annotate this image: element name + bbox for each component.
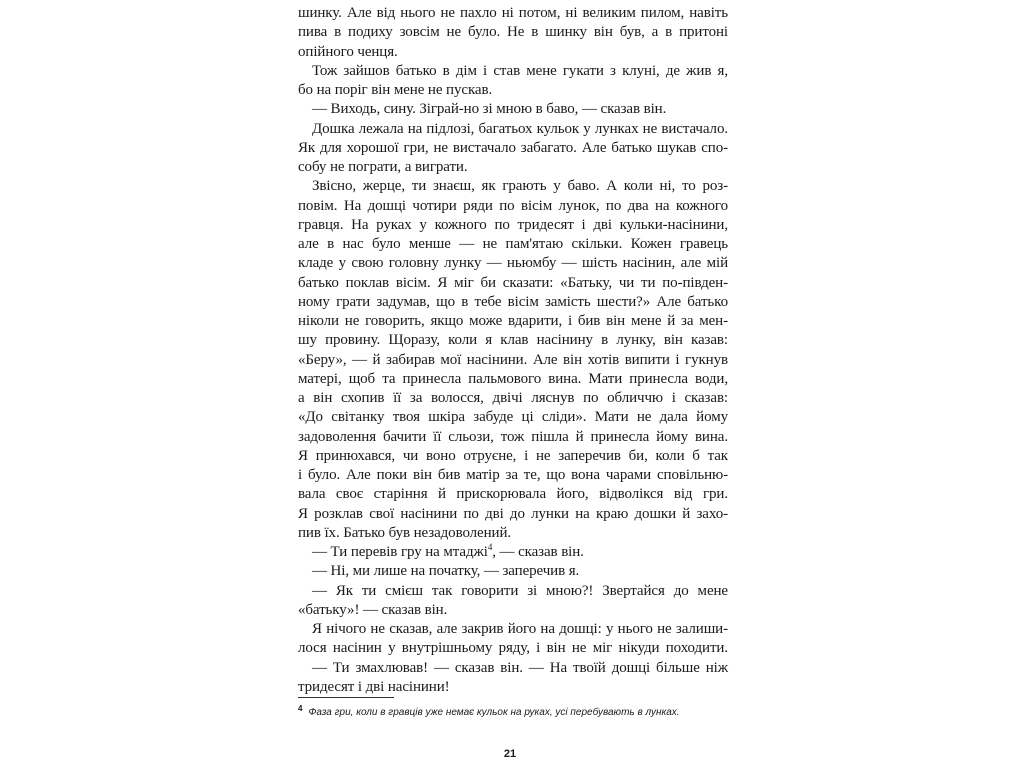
text-line: собу не пограти, а виграти.: [298, 159, 468, 175]
text-line: пив їх. Батько був незадоволений.: [298, 524, 512, 541]
text-line: лося насінин у внутрішньому ряду, і він не міг нікуди походити.: [298, 640, 728, 657]
text-line: пива в подиху зовсім не було. Не в шинку він був, а в притоні: [298, 24, 728, 41]
dialogue-text: — Ти перевів гру на мтаджі: [312, 544, 488, 560]
text-line: вала своє старіння й прискорювала його, відволікся від гри.: [298, 486, 728, 503]
footnote-divider: [298, 697, 394, 698]
text-line: Я розклав свої насінини по дві до лунки на краю дошки й захо-: [298, 505, 728, 522]
text-line: Тож зайшов батько в дім і став мене гукати з клуні, де жив я,: [312, 62, 728, 79]
footnote: [298, 703, 728, 719]
footnote-text: Фаза гри, коли в гравців уже немає кульок на руках, усі перебувають в лунках.: [308, 707, 680, 718]
text-line: ніколи не говорить, якщо може вдарити, і бив він мене й за мен-: [298, 313, 728, 329]
text-line: [298, 543, 728, 562]
text-line: а він схопив її за волосся, двічі ляснув по обличчю і сказав:: [298, 390, 728, 406]
footnote-reference: 4: [487, 542, 493, 552]
text-line: Дошка лежала на підлозі, багатьох кульок у лунках не вистачало.: [312, 120, 728, 137]
text-line: «Беру», — й забирав мої насінини. Але він хотів випити і гукнув: [298, 351, 728, 368]
text-line: шу провину. Щоразу, коли я клав насінину в лунку, він казав:: [298, 332, 728, 349]
text-line: «До світанку твоя шкіра забуде ці сліди». Мати не дала йому: [298, 409, 728, 426]
text-line: тридесят і дві насінини!: [298, 678, 450, 695]
text-line: — Ні, ми лише на початку, — заперечив я.: [312, 563, 580, 580]
page-number: 21: [503, 748, 517, 760]
text-line: і було. Але поки він бив матір за те, що вона чарами сповільню-: [298, 467, 728, 483]
dialogue-text: , — сказав він.: [492, 544, 584, 560]
text-line: «батьку»! — сказав він.: [298, 601, 448, 618]
text-line: — Як ти смієш так говорити зі мною?! Звертайся до мене: [312, 582, 728, 599]
footnote-mark: 4: [298, 703, 303, 713]
text-line: опійного ченця.: [298, 43, 398, 60]
text-line: Я принюхався, чи воно отруєне, і не заперечив би, коли б так: [298, 447, 728, 464]
text-line: Я нічого не сказав, але закрив його на дошці: у нього не залиши-: [312, 621, 728, 637]
text-line: задоволення бачити її сльози, тож пішла й принесла йому вина.: [298, 428, 728, 445]
text-line: ному грати задумав, що в тебе вісім замість шести?» Але батько: [298, 293, 728, 310]
text-line: кладе у свою головну лунку — ньюмбу — шість насінин, але мій: [298, 255, 728, 272]
text-line: Звісно, жерце, ти знаєш, як грають у баво. А коли ні, то роз-: [312, 178, 728, 195]
text-line: батько поклав вісім. Я міг би сказати: «Батьку, чи ти по-півден-: [298, 274, 728, 291]
text-line: гравця. На руках у кожного по тридесят і дві кульки-насінини,: [298, 216, 728, 233]
text-line: шинку. Але від нього не пахло ні потом, ні великим пилом, навіть: [298, 5, 728, 21]
text-line: повім. На дошці чотири ряди по вісім лунок, по два на кожного: [298, 197, 728, 214]
text-line: матері, щоб та принесла пальмового вина. Мати принесла води,: [298, 370, 728, 387]
body-text: [298, 4, 728, 697]
text-line: але в нас було менше — не пам'ятаю скільки. Кожен гравець: [298, 236, 728, 252]
text-line: — Виходь, сину. Зіграй-но зі мною в баво, — сказав він.: [312, 101, 667, 118]
text-line: бо на поріг він мене не пускав.: [298, 82, 493, 98]
text-line: Як для хорошої гри, не вистачало забагато. Але батько шукав спо-: [298, 139, 728, 156]
text-line: — Ти змахлював! — сказав він. — На твоїй дошці більше ніж: [312, 659, 728, 676]
